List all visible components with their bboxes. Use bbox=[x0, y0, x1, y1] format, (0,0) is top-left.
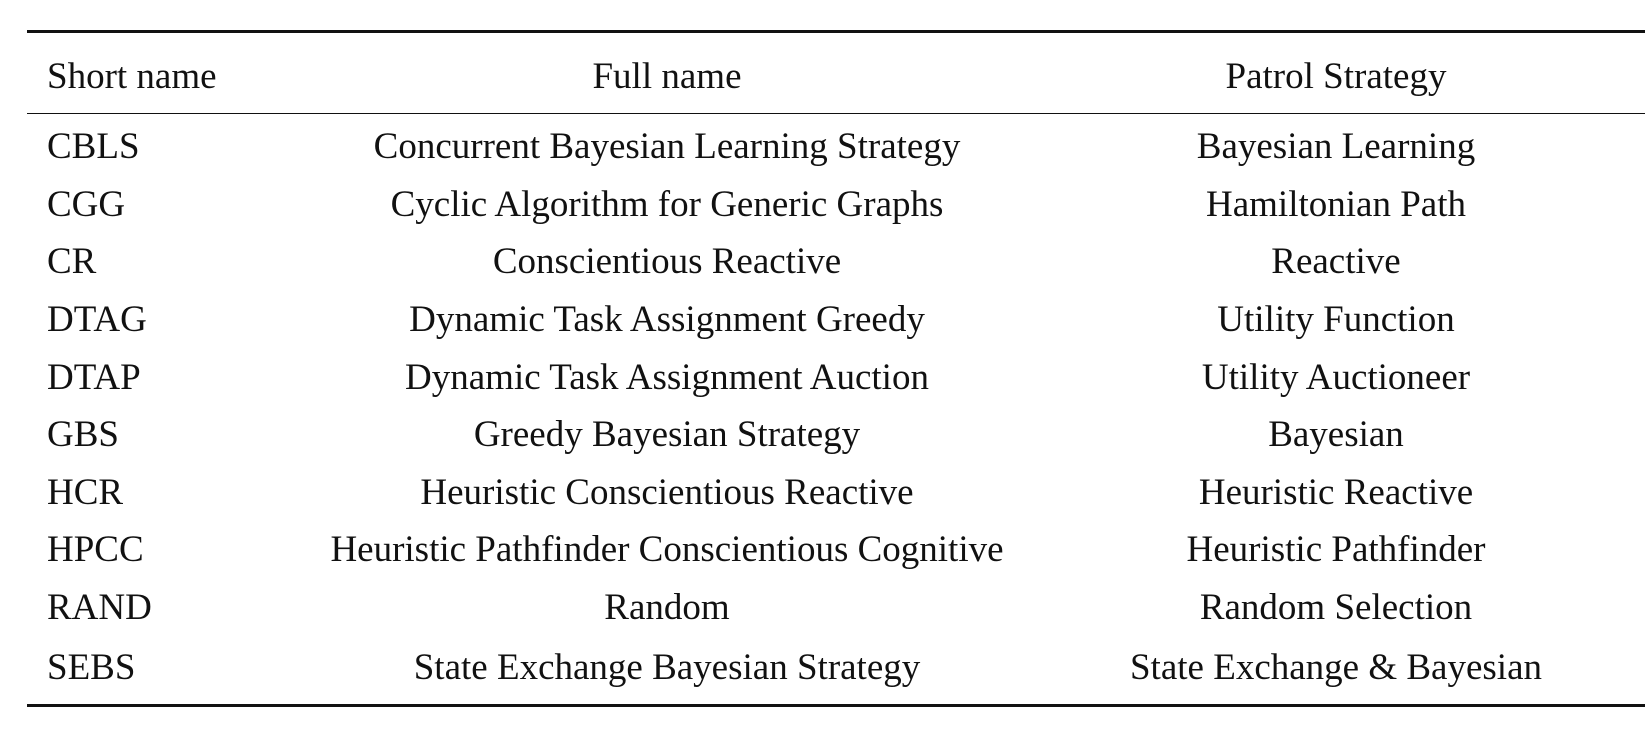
cell-short-name: CR bbox=[47, 241, 97, 283]
cell-short-name: CGG bbox=[47, 183, 126, 225]
cell-patrol-strategy: Utility Auctioneer bbox=[1201, 356, 1471, 398]
cell-full-name: Dynamic Task Assignment Greedy bbox=[409, 299, 925, 341]
table-header-row bbox=[27, 32, 1645, 114]
cell-full-name: Heuristic Pathfinder Conscientious Cognitive bbox=[330, 529, 1004, 571]
table-row bbox=[27, 636, 1645, 706]
cell-short-name: DTAG bbox=[47, 299, 147, 341]
cell-patrol-strategy: Heuristic Reactive bbox=[1198, 471, 1474, 513]
cell-patrol-strategy: Utility Function bbox=[1217, 299, 1455, 341]
cell-full-name: Conscientious Reactive bbox=[492, 241, 842, 283]
table-row bbox=[27, 176, 1645, 234]
cell-patrol-strategy: Random Selection bbox=[1199, 587, 1473, 629]
table-row bbox=[27, 406, 1645, 464]
header-short-name: Short name bbox=[47, 55, 217, 97]
table-row bbox=[27, 348, 1645, 406]
cell-full-name: Dynamic Task Assignment Auction bbox=[405, 356, 929, 398]
cell-full-name: Concurrent Bayesian Learning Strategy bbox=[373, 126, 961, 168]
cell-patrol-strategy: Heuristic Pathfinder bbox=[1186, 529, 1486, 571]
table-row bbox=[27, 233, 1645, 291]
table-row bbox=[27, 579, 1645, 637]
cell-patrol-strategy: State Exchange & Bayesian bbox=[1129, 646, 1542, 688]
strategy-table bbox=[27, 30, 1645, 707]
cell-short-name: SEBS bbox=[47, 646, 136, 688]
cell-short-name: DTAP bbox=[47, 356, 141, 398]
cell-short-name: HCR bbox=[47, 471, 124, 513]
cell-patrol-strategy: Hamiltonian Path bbox=[1206, 183, 1466, 225]
header-patrol-strategy: Patrol Strategy bbox=[1225, 55, 1447, 97]
cell-patrol-strategy: Reactive bbox=[1271, 241, 1401, 283]
cell-patrol-strategy: Bayesian bbox=[1268, 414, 1404, 456]
cell-full-name: State Exchange Bayesian Strategy bbox=[413, 646, 921, 688]
cell-full-name: Random bbox=[604, 587, 730, 629]
table-row bbox=[27, 114, 1645, 176]
cell-short-name: HPCC bbox=[47, 529, 144, 571]
strategy-table-container bbox=[27, 30, 1645, 707]
cell-patrol-strategy: Bayesian Learning bbox=[1196, 126, 1476, 168]
cell-full-name: Cyclic Algorithm for Generic Graphs bbox=[390, 183, 944, 225]
cell-short-name: GBS bbox=[47, 414, 119, 456]
table-row bbox=[27, 521, 1645, 579]
cell-short-name: CBLS bbox=[47, 126, 140, 168]
header-full-name: Full name bbox=[592, 55, 742, 97]
cell-short-name: RAND bbox=[47, 587, 152, 629]
cell-full-name: Heuristic Conscientious Reactive bbox=[420, 471, 914, 513]
table-row bbox=[27, 291, 1645, 349]
cell-full-name: Greedy Bayesian Strategy bbox=[473, 414, 861, 456]
table-row bbox=[27, 464, 1645, 522]
